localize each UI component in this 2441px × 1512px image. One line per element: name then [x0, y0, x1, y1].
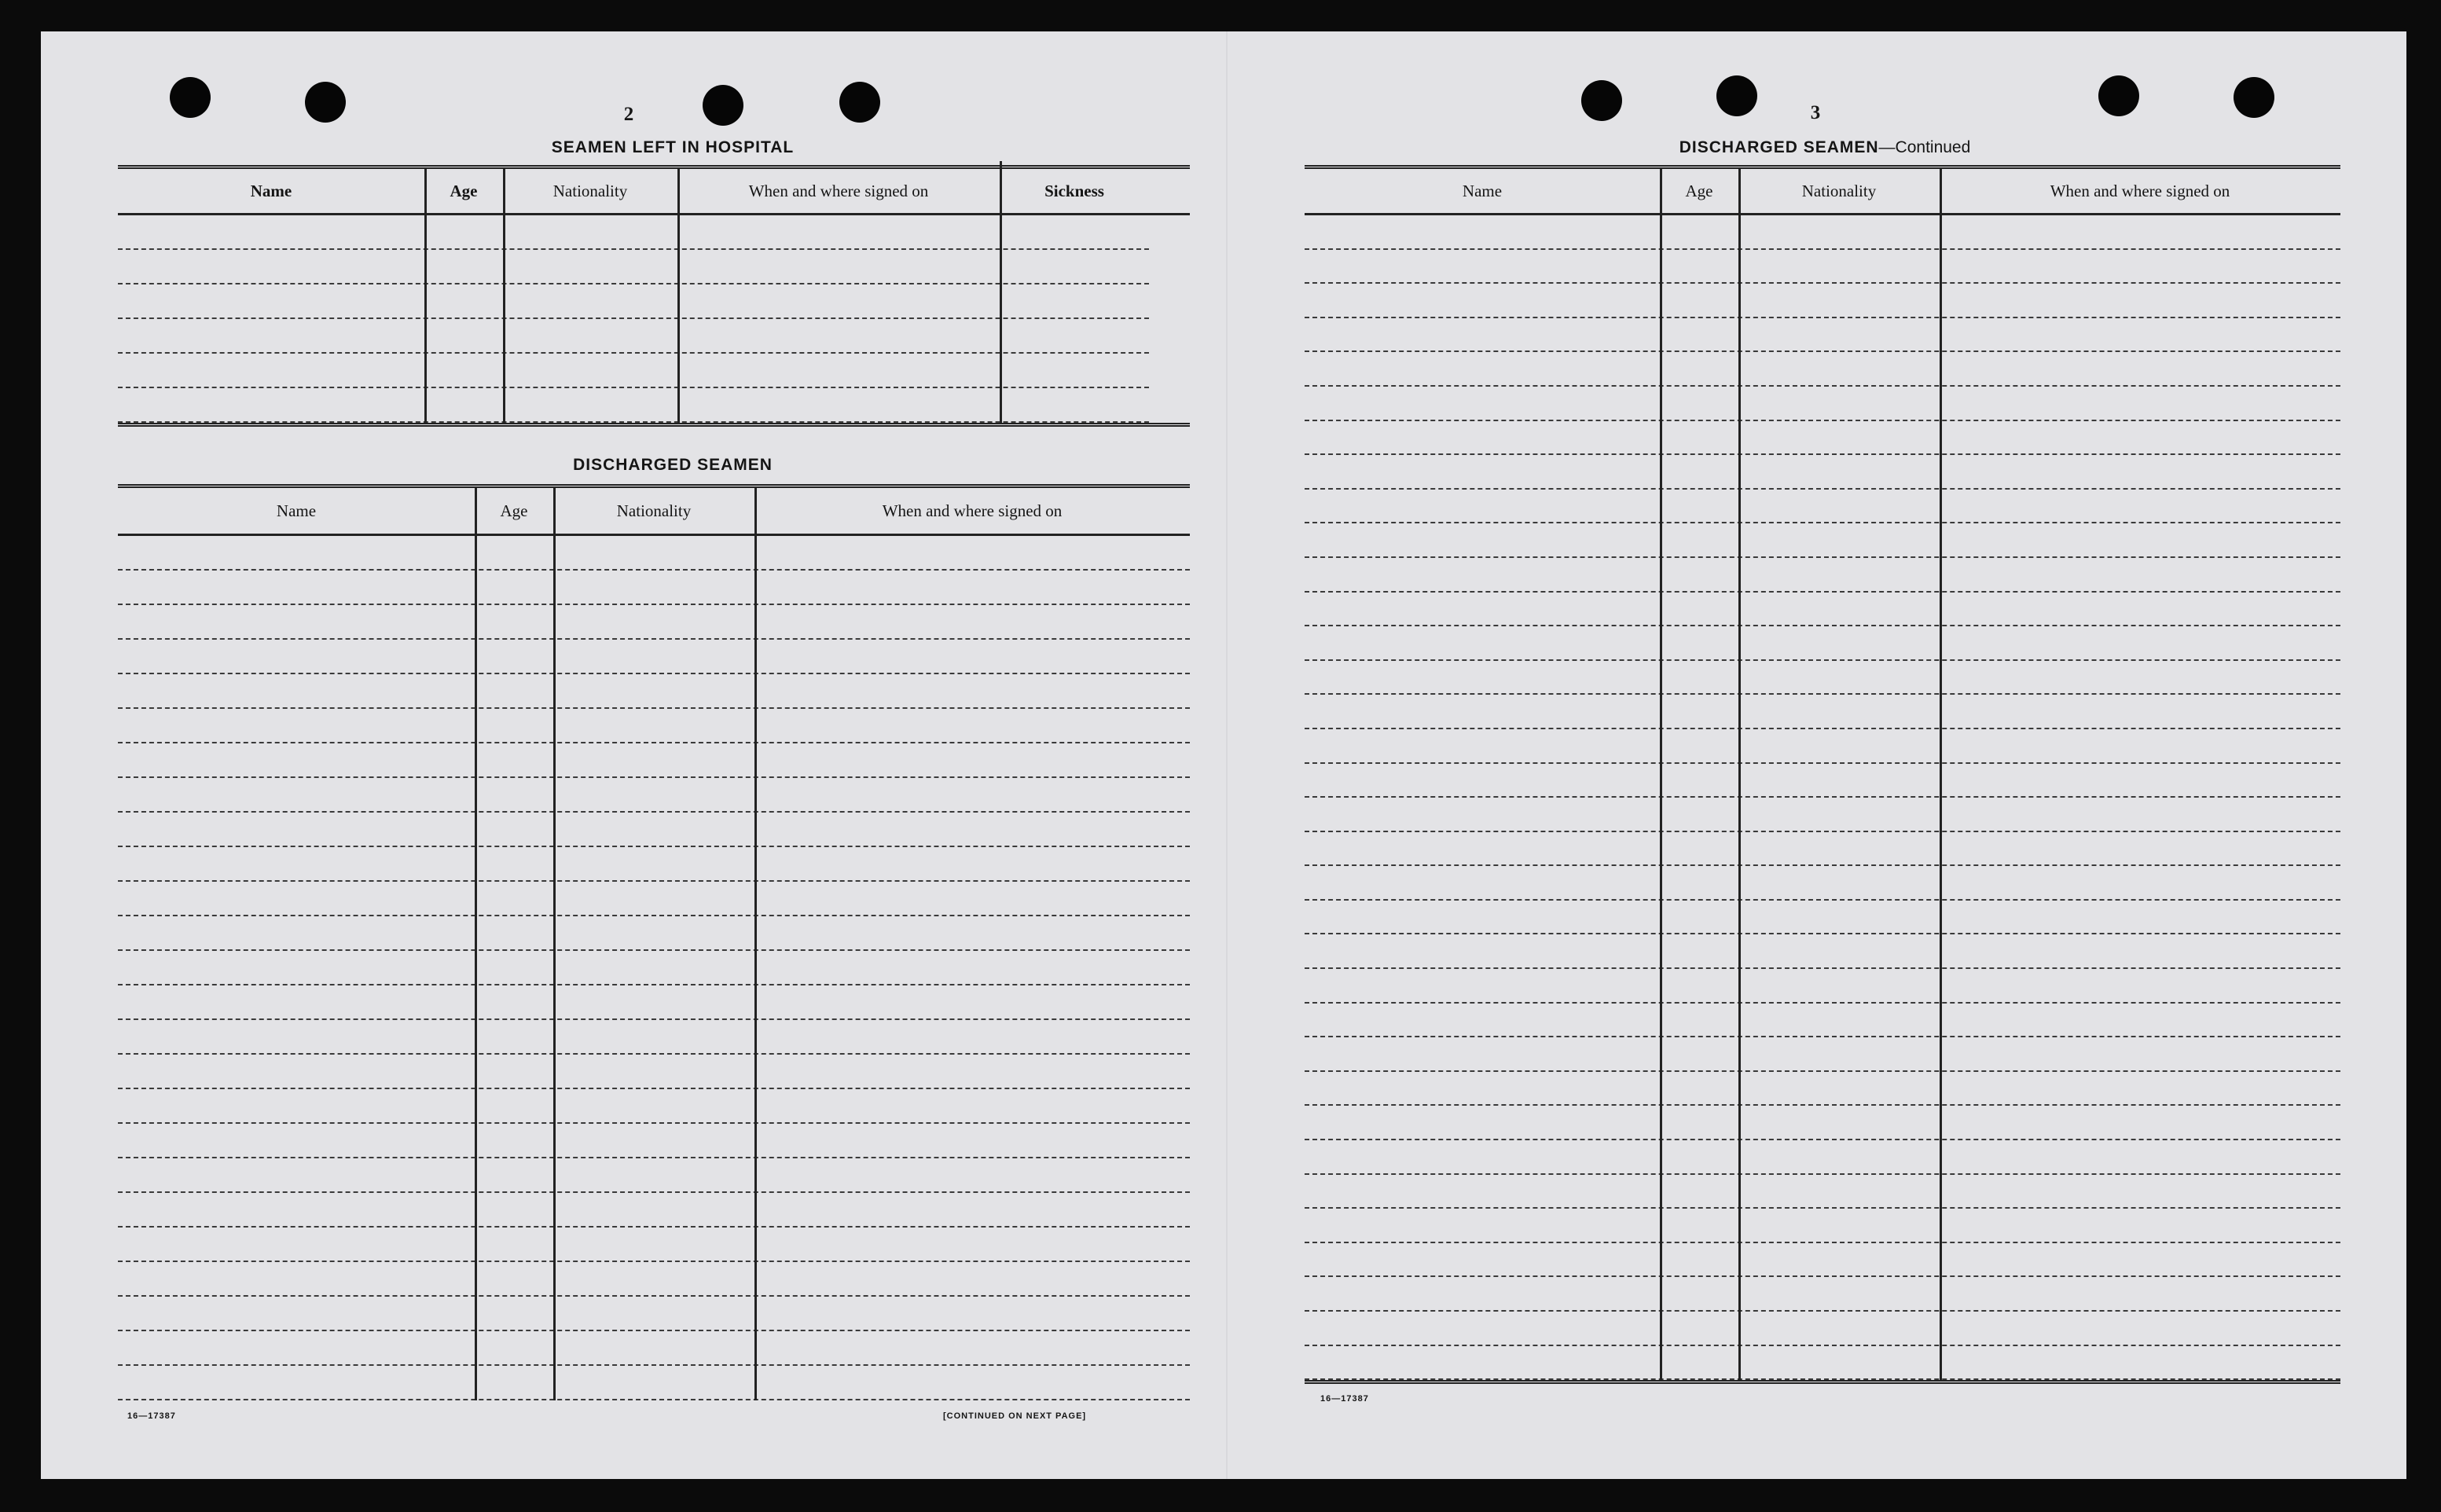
table-row	[1305, 387, 2340, 421]
discharged-table-title-right	[1306, 138, 2344, 157]
binder-hole-icon	[170, 77, 211, 118]
binder-hole-icon	[2234, 77, 2274, 118]
table-row	[1305, 558, 2340, 593]
table-row	[118, 571, 1190, 605]
table-row	[118, 882, 1190, 916]
table-row	[118, 354, 1149, 388]
column-header-name: Name	[250, 181, 292, 200]
table-row	[1305, 764, 2340, 798]
table-row	[118, 709, 1190, 743]
table-row	[1305, 1072, 2340, 1106]
table-row	[1305, 695, 2340, 729]
table-row	[1305, 1277, 2340, 1312]
table-row	[1305, 626, 2340, 661]
column-divider	[1738, 169, 1741, 1380]
discharged-table-right-header	[1305, 169, 2340, 215]
table-row	[1305, 1312, 2340, 1346]
column-divider	[1660, 169, 1662, 1380]
hospital-table	[118, 165, 1190, 427]
column-divider	[503, 169, 505, 423]
form-number-left: 16—17387	[127, 1411, 176, 1421]
table-row	[118, 985, 1190, 1020]
column-header-when-where-signed-on: When and where signed on	[748, 181, 929, 200]
page-number-right: 3	[1810, 102, 1821, 123]
table-row	[118, 778, 1190, 813]
column-header-age: Age	[500, 501, 528, 520]
ledger-sheet	[41, 31, 2406, 1479]
continued-note: [CONTINUED ON NEXT PAGE]	[943, 1411, 1087, 1421]
table-row	[1305, 1243, 2340, 1278]
table-row	[118, 388, 1149, 423]
table-row	[118, 1020, 1190, 1055]
hospital-table-title	[113, 138, 1232, 157]
table-row	[118, 215, 1149, 250]
column-divider	[1940, 169, 1942, 1380]
table-row	[118, 847, 1190, 882]
binder-hole-icon	[703, 85, 743, 126]
table-row	[1305, 832, 2340, 867]
discharged-table-left-header	[118, 488, 1190, 536]
discharged-table-left	[118, 484, 1190, 1400]
table-row	[118, 1158, 1190, 1193]
page-number-left: 2	[623, 104, 634, 125]
column-divider	[677, 169, 680, 423]
page-fold	[1226, 31, 1228, 1479]
column-header-when-where-signed-on: When and where signed on	[2050, 181, 2230, 200]
discharged-table-left-body	[118, 536, 1190, 1400]
table-row	[118, 1193, 1190, 1228]
column-divider	[553, 488, 556, 1400]
binder-hole-icon	[1716, 75, 1757, 116]
table-row	[1305, 215, 2340, 250]
table-row	[1305, 421, 2340, 456]
table-row	[1305, 934, 2340, 969]
table-row	[1305, 250, 2340, 284]
table-row	[1305, 1346, 2340, 1381]
table-row	[118, 1228, 1190, 1262]
binder-hole-icon	[1581, 80, 1622, 121]
table-row	[118, 1124, 1190, 1158]
discharged-table-title-left	[113, 456, 1232, 475]
hospital-table-body	[118, 215, 1149, 423]
column-header-sickness: Sickness	[1044, 181, 1104, 200]
table-row	[1305, 1037, 2340, 1072]
column-divider	[475, 488, 477, 1400]
table-row	[118, 674, 1190, 709]
table-row	[118, 284, 1149, 319]
table-row	[118, 1089, 1190, 1124]
table-row	[118, 319, 1149, 354]
hospital-table-header	[118, 169, 1190, 215]
table-row	[118, 916, 1190, 951]
table-row	[1305, 1140, 2340, 1175]
continued-suffix: —Continued	[1878, 138, 1971, 156]
table-row	[1305, 318, 2340, 353]
column-header-age: Age	[1685, 181, 1713, 200]
hospital-table-title-text: SEAMEN LEFT IN HOSPITAL	[551, 138, 795, 156]
column-header-nationality: Nationality	[616, 501, 692, 520]
table-row	[118, 1262, 1190, 1297]
table-row	[118, 1366, 1190, 1400]
column-divider	[1000, 161, 1002, 423]
table-row	[1305, 661, 2340, 695]
column-header-name: Name	[276, 501, 317, 520]
table-row	[118, 1297, 1190, 1331]
table-row	[1305, 593, 2340, 627]
table-row	[1305, 1106, 2340, 1140]
table-row	[1305, 1175, 2340, 1209]
table-row	[1305, 729, 2340, 764]
table-row	[1305, 901, 2340, 935]
column-divider	[754, 488, 757, 1400]
table-row	[118, 640, 1190, 674]
discharged-table-title-right-text: DISCHARGED SEAMEN	[1679, 138, 1879, 156]
column-header-age: Age	[450, 181, 478, 200]
binder-hole-icon	[305, 82, 346, 123]
column-header-name: Name	[1462, 181, 1503, 200]
column-header-nationality: Nationality	[552, 181, 628, 200]
column-header-nationality: Nationality	[1801, 181, 1877, 200]
table-row	[1305, 284, 2340, 318]
table-row	[118, 1055, 1190, 1089]
discharged-table-right	[1305, 165, 2340, 1384]
table-row	[1305, 866, 2340, 901]
table-row	[118, 536, 1190, 571]
table-row	[118, 951, 1190, 985]
binder-hole-icon	[839, 82, 880, 123]
column-header-when-where-signed-on: When and where signed on	[882, 501, 1063, 520]
binder-hole-icon	[2098, 75, 2139, 116]
table-row	[118, 1331, 1190, 1366]
table-row	[118, 605, 1190, 640]
table-row	[1305, 798, 2340, 832]
table-row	[118, 250, 1149, 284]
table-row	[1305, 352, 2340, 387]
table-row	[1305, 969, 2340, 1004]
discharged-table-title-text: DISCHARGED SEAMEN	[573, 456, 773, 474]
table-row	[1305, 490, 2340, 524]
table-row	[118, 743, 1190, 778]
table-row	[1305, 1209, 2340, 1243]
table-row	[118, 813, 1190, 847]
column-divider	[424, 169, 427, 423]
table-row	[1305, 1004, 2340, 1038]
table-row	[1305, 523, 2340, 558]
form-number-right: 16—17387	[1320, 1394, 1369, 1404]
discharged-table-right-body	[1305, 215, 2340, 1380]
table-row	[1305, 455, 2340, 490]
